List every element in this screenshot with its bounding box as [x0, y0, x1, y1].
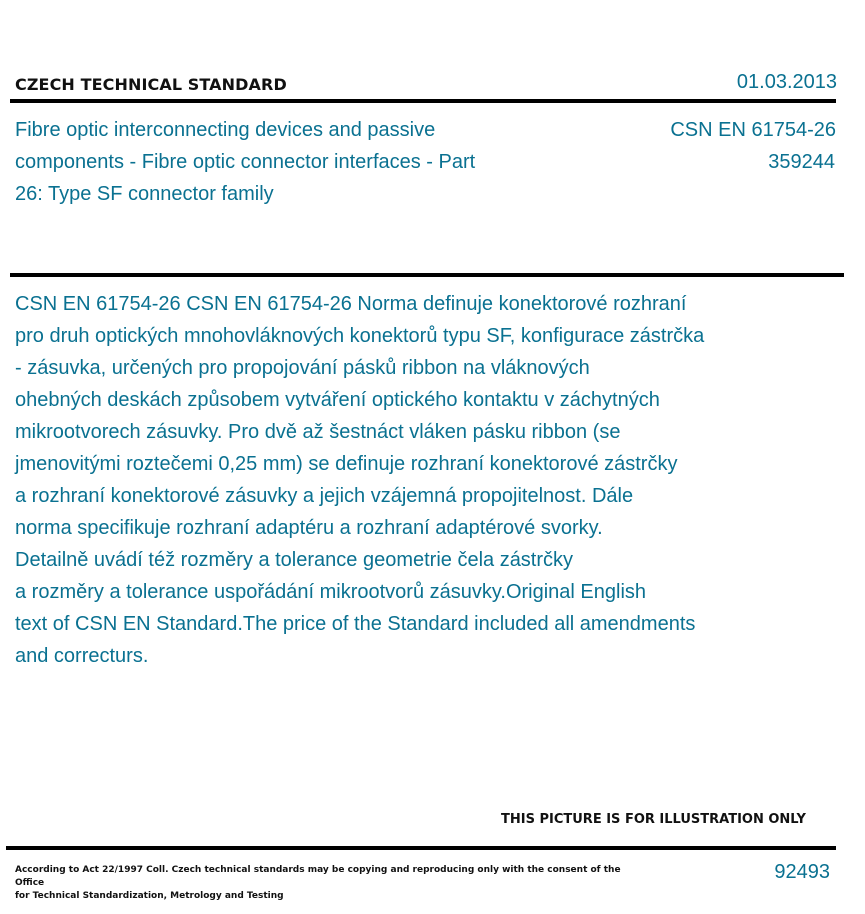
header-divider [10, 99, 836, 103]
standard-description: CSN EN 61754-26 CSN EN 61754-26 Norma definuje konektorové rozhraní pro druh optických mnohovláknových konektorů typu SF, konfigurace zástrčka - zásuvka, určených pro propojování pásků ribbon na vláknových ohebných deskách způsobem vytváření optického kontaktu v záchytných mikrootvorech zásuvky. Pro dvě až šestnáct vláken pásku ribbon (se jmenovitými roztečemi 0,25 mm) se definuje rozhraní konektorové zástrčky a rozhraní konektorové zásuvky a jejich vzájemná propojitelnost. Dále norma specifikuje rozhraní adaptéru a rozhraní adaptérové svorky. Detailně uvádí též rozměry a tolerance geometrie čela zástrčky a rozměry a tolerance uspořádání mikrootvorů zásuvky.Original English text of CSN EN Standard.The price of the Standard included all amendments and correcturs. [15, 293, 705, 667]
footer-divider [6, 846, 836, 850]
standard-title: Fibre optic interconnecting devices and passive components - Fibre optic connector interfaces - Part 26: Type SF connector family [15, 119, 476, 205]
catalog-number: 92493 [774, 861, 830, 883]
document-type-label: CZECH TECHNICAL STANDARD [15, 75, 287, 94]
section-divider [10, 273, 844, 277]
illustration-disclaimer: THIS PICTURE IS FOR ILLUSTRATION ONLY [501, 812, 806, 827]
legal-notice: According to Act 22/1997 Coll. Czech technical standards may be copying and reproducing only with the consent of the Office for Technical Standardization, Metrology and Testing [15, 865, 621, 901]
publication-date: 01.03.2013 [736, 71, 837, 93]
classification-code: 359244 [768, 151, 835, 173]
standard-number: CSN EN 61754-26 [670, 119, 836, 141]
